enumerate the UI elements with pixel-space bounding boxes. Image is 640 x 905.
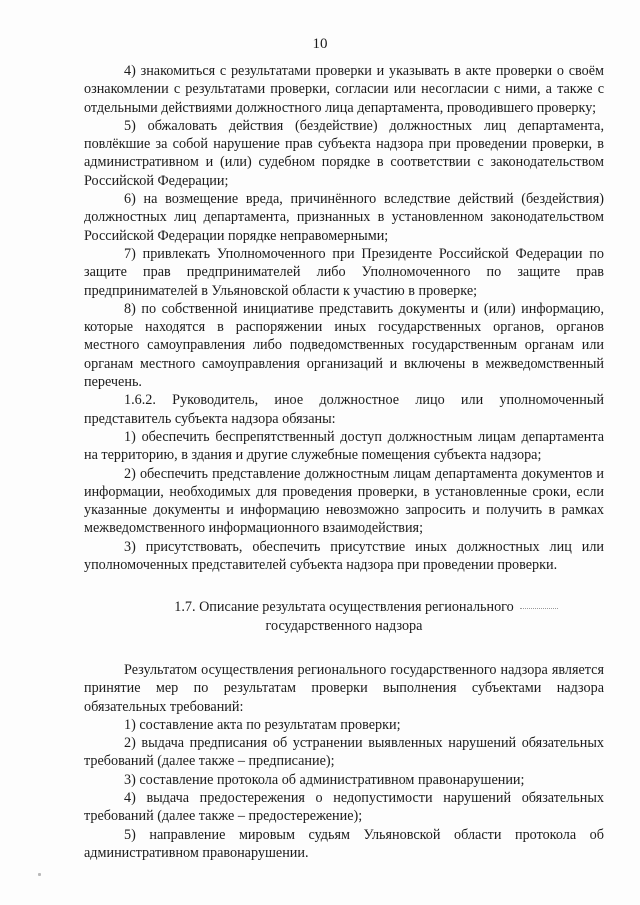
duties-item-3: 3) присутствовать, обеспечить присутствие иных должностных лиц или уполномоченных представителей субъекта надзора при проведении проверки.	[84, 538, 604, 574]
rights-item-8: 8) по собственной инициативе представить документы и (или) информацию, которые находятся в распоряжении иных государственных органов, органов местного самоуправления либо подведомственных государственным органам или органам местного самоуправления организаций и включены в межведомственный перечень.	[84, 300, 604, 391]
section-heading-line2: государственного надзора	[265, 617, 423, 634]
rights-item-6: 6) на возмещение вреда, причинённого вследствие действий (бездействия) должностных лиц департамента, признанных в установленном законодательством Российской Федерации порядке неправомерными;	[84, 191, 604, 244]
rights-item-7: 7) привлекать Уполномоченного при Президенте Российской Федерации по защите прав предпринимателей либо Уполномоченного по защите прав предпринимателей в Ульяновской области к участию в проверке;	[84, 245, 604, 299]
result-item-3: 3) составление протокола об административном правонарушении;	[124, 771, 525, 788]
section-heading	[84, 598, 604, 635]
section-heading-line1: 1.7. Описание результата осуществления регионального	[174, 599, 514, 616]
result-item-4: 4) выдача предостережения о недопустимости нарушений обязательных требований (далее также – предостережение);	[84, 789, 604, 825]
result-item-1: 1) составление акта по результатам проверки;	[124, 716, 401, 733]
page-number: 10	[312, 36, 328, 52]
result-intro: Результатом осуществления регионального государственного надзора является принятие мер по результатам проверки выполнения субъектами надзора обязательных требований:	[84, 661, 604, 715]
duties-item-1: 1) обеспечить беспрепятственный доступ должностным лицам департамента на территорию, в здания и другие служебные помещения субъекта надзора;	[84, 428, 604, 464]
pen-mark	[520, 608, 558, 609]
rights-item-5: 5) обжаловать действия (бездействие) должностных лиц департамента, повлёкшие за собой нарушение прав субъекта надзора при проведении проверки, в административном и (или) судебном порядке в соответствии с законодательством Российской Федерации;	[84, 117, 604, 189]
duties-item-2: 2) обеспечить представление должностным лицам департамента документов и информации, необходимых для проведения проверки, в установленные сроки, если указанные документы и информацию невозможно запросить и получить в рамках межведомственного информационного взаимодействия;	[84, 465, 604, 537]
scan-speck	[38, 873, 41, 876]
document-body	[84, 62, 604, 862]
result-item-5: 5) направление мировым судьям Ульяновской области протокола об административном правонарушении.	[84, 826, 604, 861]
result-item-2: 2) выдача предписания об устранении выявленных нарушений обязательных требований (далее также – предписание);	[84, 735, 604, 770]
rights-item-4: 4) знакомиться с результатами проверки и указывать в акте проверки о своём ознакомлении с результатами проверки, согласии или несогласии с ними, а также с отдельными действиями должностного лица департамента, проводившего проверку;	[84, 63, 604, 116]
duties-intro: 1.6.2. Руководитель, иное должностное лицо или уполномоченный представитель субъекта надзора обязаны:	[84, 392, 604, 427]
